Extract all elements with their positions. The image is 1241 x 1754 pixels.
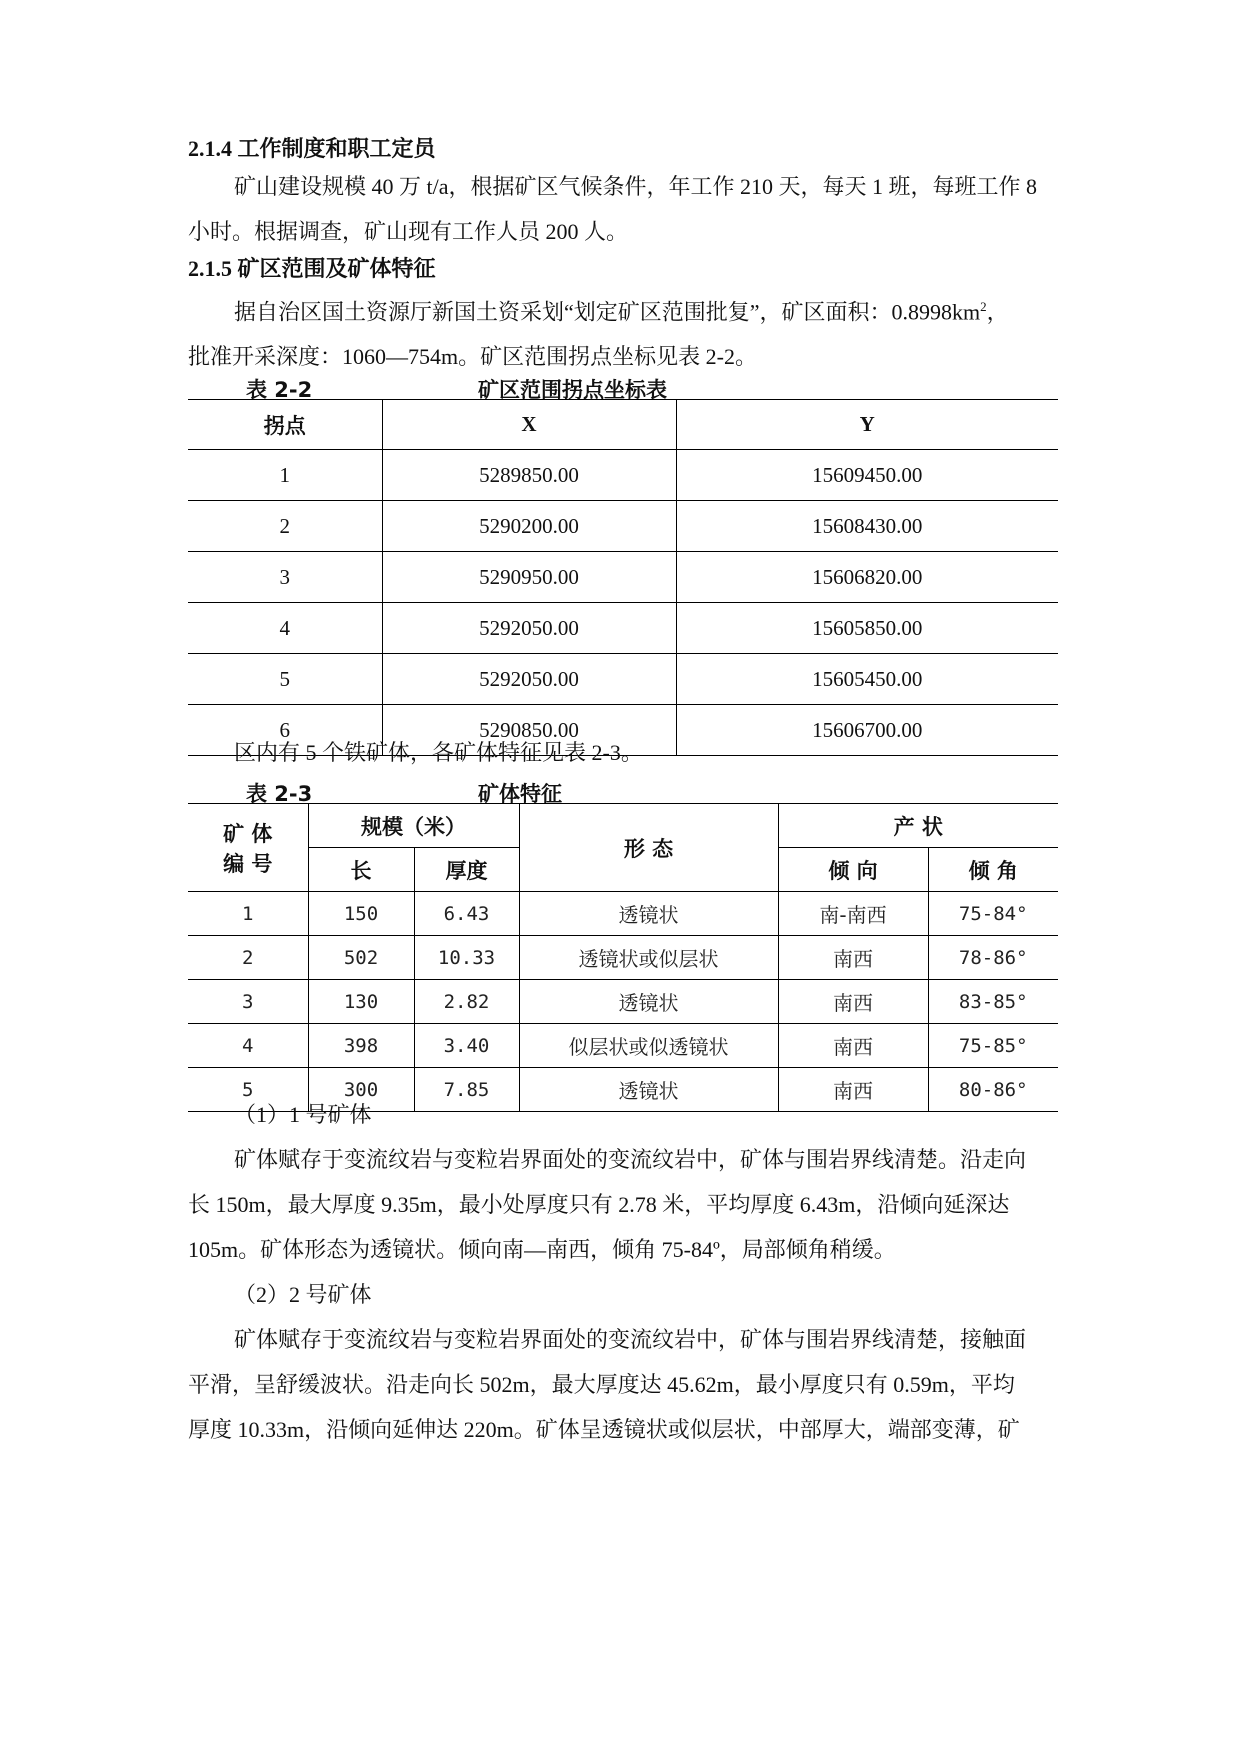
- table-cell: 15605450.00: [676, 654, 1058, 705]
- table-cell: 3: [188, 980, 308, 1024]
- table-cell: 15606820.00: [676, 552, 1058, 603]
- table-cell: 83-85°: [928, 980, 1058, 1024]
- table-cell: 15605850.00: [676, 603, 1058, 654]
- table-row: [188, 936, 1058, 980]
- paragraph-orebody-intro: [188, 730, 1058, 775]
- area-text-suffix: ，: [986, 299, 1009, 325]
- table-title: 矿区范围拐点坐标表: [478, 378, 667, 402]
- table-cell: 透镜状或似层状: [519, 936, 778, 980]
- paragraph-line: 长 150m，最大厚度 9.35m，最小处厚度只有 2.78 米，平均厚度 6.43m，沿倾向延深达: [188, 1192, 1010, 1217]
- table-cell: 1: [188, 892, 308, 936]
- paragraph-line: 105m。矿体形态为透镜状。倾向南—南西，倾角 75-84º，局部倾角稍缓。: [188, 1237, 896, 1262]
- paragraph-orebody-2: [188, 1272, 1058, 1452]
- paragraph-line: 矿体赋存于变流纹岩与变粒岩界面处的变流纹岩中，矿体与围岩界线清楚，接触面: [234, 1327, 1027, 1352]
- subsection-label: （2）2 号矿体: [234, 1282, 372, 1307]
- table-cell: 2: [188, 501, 382, 552]
- table-cell: 南西: [778, 980, 928, 1024]
- paragraph-line: 厚度 10.33m，沿倾向延伸达 220m。矿体呈透镜状或似层状，中部厚大，端部变薄，矿: [188, 1417, 1020, 1442]
- table-cell: 南西: [778, 1068, 928, 1112]
- column-header-dip-direction: 倾 向: [778, 848, 928, 892]
- table-cell: 5290200.00: [382, 501, 676, 552]
- header-line: 编 号: [223, 851, 273, 876]
- table-2-3-orebody-features: [188, 803, 1058, 1112]
- table-cell: 300: [308, 1068, 414, 1112]
- paragraph-line: [188, 284, 1058, 334]
- table-row: [188, 654, 1058, 705]
- table-cell: 5292050.00: [382, 654, 676, 705]
- table-cell: 502: [308, 936, 414, 980]
- table-row: [188, 1024, 1058, 1068]
- table-cell: 75-84°: [928, 892, 1058, 936]
- superscript: 2: [980, 299, 987, 314]
- header-line: 矿 体: [223, 821, 273, 846]
- column-header: Y: [676, 400, 1058, 450]
- column-header: X: [382, 400, 676, 450]
- table-cell: 4: [188, 603, 382, 654]
- table-cell: 15609450.00: [676, 450, 1058, 501]
- paragraph-line: 矿山建设规模 40 万 t/a，根据矿区气候条件，年工作 210 天，每天 1 班，每班工作 8: [234, 174, 1037, 199]
- table-number: 表 2-3: [246, 782, 313, 806]
- paragraph-mining-area: [188, 284, 1058, 379]
- table-cell: 5: [188, 1068, 308, 1112]
- table-cell: 150: [308, 892, 414, 936]
- column-header-scale: 规模（米）: [308, 804, 519, 848]
- table-cell: 1: [188, 450, 382, 501]
- table-cell: 南-南西: [778, 892, 928, 936]
- table-cell: 5289850.00: [382, 450, 676, 501]
- table-cell: 4: [188, 1024, 308, 1068]
- paragraph-orebody-1: [188, 1092, 1058, 1272]
- table-cell: 南西: [778, 936, 928, 980]
- column-header: 拐点: [188, 400, 382, 450]
- paragraph-line: 小时。根据调查，矿山现有工作人员 200 人。: [188, 219, 629, 244]
- table-cell: 398: [308, 1024, 414, 1068]
- table-cell: 5290850.00: [382, 705, 676, 756]
- column-header-length: 长: [308, 848, 414, 892]
- table-cell: 6.43: [414, 892, 519, 936]
- table-cell: 南西: [778, 1024, 928, 1068]
- table-cell: 130: [308, 980, 414, 1024]
- table-cell: 6: [188, 705, 382, 756]
- table-title: 矿体特征: [478, 782, 562, 806]
- table-cell: 78-86°: [928, 936, 1058, 980]
- table-cell: 75-85°: [928, 1024, 1058, 1068]
- table-cell: 2.82: [414, 980, 519, 1024]
- table-cell: 5292050.00: [382, 603, 676, 654]
- column-header-attitude: 产 状: [778, 804, 1058, 848]
- table-cell: 5290950.00: [382, 552, 676, 603]
- table-row: [188, 980, 1058, 1024]
- table-cell: 3: [188, 552, 382, 603]
- table-cell: 5: [188, 654, 382, 705]
- column-header-thickness: 厚度: [414, 848, 519, 892]
- table-row: [188, 603, 1058, 654]
- table-row: [188, 501, 1058, 552]
- paragraph-line: 区内有 5 个铁矿体，各矿体特征见表 2-3。: [234, 740, 643, 765]
- paragraph-line: 矿体赋存于变流纹岩与变粒岩界面处的变流纹岩中，矿体与围岩界线清楚。沿走向: [234, 1147, 1027, 1172]
- table-row: [188, 892, 1058, 936]
- table-header-row: [188, 400, 1058, 450]
- table-row: [188, 450, 1058, 501]
- section-heading-2-1-4: 2.1.4 工作制度和职工定员: [188, 136, 436, 161]
- table-cell: 透镜状: [519, 892, 778, 936]
- table-cell: 透镜状: [519, 1068, 778, 1112]
- table-cell: 7.85: [414, 1068, 519, 1112]
- paragraph-line: 平滑，呈舒缓波状。沿走向长 502m，最大厚度达 45.62m，最小厚度只有 0.59m，平均: [188, 1372, 1015, 1397]
- column-header-dip-angle: 倾 角: [928, 848, 1058, 892]
- table-cell: 10.33: [414, 936, 519, 980]
- area-text: 据自治区国土资源厅新国土资采划“划定矿区范围批复”，矿区面积：0.8998km: [234, 299, 981, 325]
- table-header-row: [188, 804, 1058, 848]
- table-cell: 似层状或似透镜状: [519, 1024, 778, 1068]
- table-number: 表 2-2: [246, 378, 313, 402]
- paragraph-work-system: [188, 164, 1058, 254]
- table-cell: 2: [188, 936, 308, 980]
- table-cell: 15606700.00: [676, 705, 1058, 756]
- table-cell: 15608430.00: [676, 501, 1058, 552]
- table-row: [188, 552, 1058, 603]
- table-cell: 80-86°: [928, 1068, 1058, 1112]
- column-header-orebody-id: [188, 804, 308, 892]
- column-header-shape: 形 态: [519, 804, 778, 892]
- section-heading-2-1-5: 2.1.5 矿区范围及矿体特征: [188, 256, 436, 281]
- table-2-2-coordinates: [188, 399, 1058, 756]
- table-cell: 透镜状: [519, 980, 778, 1024]
- paragraph-line: 批准开采深度：1060—754m。矿区范围拐点坐标见表 2-2。: [188, 344, 757, 370]
- table-cell: 3.40: [414, 1024, 519, 1068]
- subsection-label: （1）1 号矿体: [234, 1102, 372, 1127]
